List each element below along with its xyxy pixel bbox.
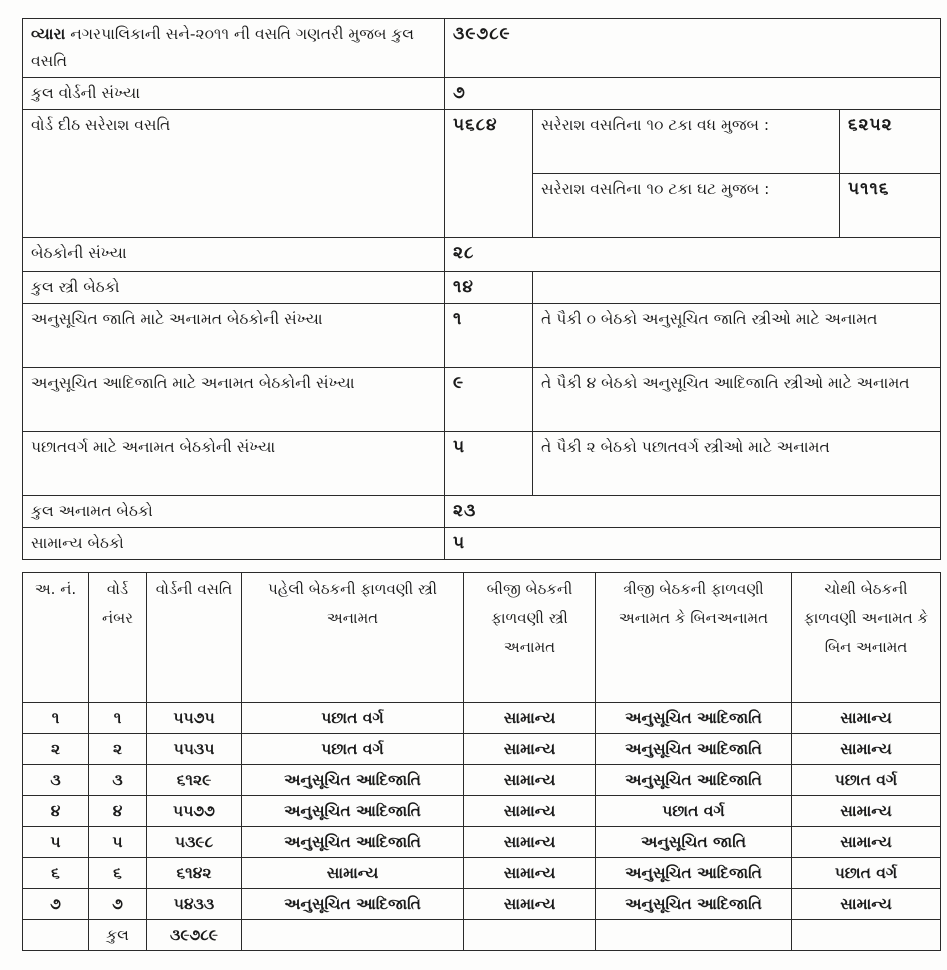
serial-cell: ૪ — [23, 796, 89, 827]
total-empty-cell — [464, 920, 596, 951]
first-seat-cell: સામાન્ય — [242, 858, 464, 889]
fourth-seat-cell: પછાત વર્ગ — [792, 858, 941, 889]
header-second-seat: બીજી બેઠકની ફાળવણી સ્ત્રી અનામત — [464, 573, 596, 703]
general-label: સામાન્ય બેઠકો — [23, 528, 445, 560]
population-cell: ૫૫૩૫ — [147, 734, 242, 765]
third-seat-cell: અનુસૂચિત આદિજાતિ — [596, 703, 792, 734]
ward-table-header — [23, 573, 941, 703]
third-seat-cell: અનુસૂચિત આદિજાતિ — [596, 858, 792, 889]
table-row — [23, 827, 941, 858]
header-ward-number: વોર્ડ નંબર — [89, 573, 147, 703]
sc-label: અનુસૂચિત જાતિ માટે અનામત બેઠકોની સંખ્યા — [23, 304, 445, 368]
summary-row-women-seats — [23, 272, 941, 304]
ward-number-cell: ૭ — [89, 889, 147, 920]
women-seats-value: ૧૪ — [445, 272, 533, 304]
ward-number-cell: ૫ — [89, 827, 147, 858]
sc-note: તે પૈકી ૦ બેઠકો અનુસૂચિત જાતિ સ્ત્રીઓ માટે અનામત — [533, 304, 941, 368]
serial-cell: ૧ — [23, 703, 89, 734]
ward-number-cell: ૩ — [89, 765, 147, 796]
second-seat-cell: સામાન્ય — [464, 734, 596, 765]
obc-note: તે પૈકી ૨ બેઠકો પછાતવર્ગ સ્ત્રીઓ માટે અનામત — [533, 432, 941, 496]
third-seat-cell: અનુસૂચિત આદિજાતિ — [596, 889, 792, 920]
seats-value: ૨૮ — [445, 238, 941, 272]
header-first-seat: પહેલી બેઠકની ફાળવણી સ્ત્રી અનામત — [242, 573, 464, 703]
ward-allocation-table — [22, 572, 941, 951]
st-note: તે પૈકી ૪ બેઠકો અનુસૂચિત આદિજાતિ સ્ત્રીઓ માટે અનામત — [533, 368, 941, 432]
total-empty-cell — [23, 920, 89, 951]
second-seat-cell: સામાન્ય — [464, 796, 596, 827]
second-seat-cell: સામાન્ય — [464, 703, 596, 734]
table-row — [23, 889, 941, 920]
wards-label: કુલ વોર્ડની સંખ્યા — [23, 78, 445, 110]
header-serial: અ. નં. — [23, 573, 89, 703]
ward-number-cell: ૪ — [89, 796, 147, 827]
header-third-seat: ત્રીજી બેઠકની ફાળવણી અનામત કે બિનઅનામત — [596, 573, 792, 703]
summary-row-average — [23, 110, 941, 174]
third-seat-cell: અનુસૂચિત જાતિ — [596, 827, 792, 858]
serial-cell: ૭ — [23, 889, 89, 920]
total-empty-cell — [242, 920, 464, 951]
obc-label: પછાતવર્ગ માટે અનામત બેઠકોની સંખ્યા — [23, 432, 445, 496]
header-ward-population: વોર્ડની વસતિ — [147, 573, 242, 703]
table-row — [23, 765, 941, 796]
population-cell: ૫૫૭૭ — [147, 796, 242, 827]
summary-row-seats — [23, 238, 941, 272]
third-seat-cell: અનુસૂચિત આદિજાતિ — [596, 734, 792, 765]
first-seat-cell: અનુસૂચિત આદિજાતિ — [242, 889, 464, 920]
third-seat-cell: અનુસૂચિત આદિજાતિ — [596, 765, 792, 796]
fourth-seat-cell: પછાત વર્ગ — [792, 765, 941, 796]
general-value: ૫ — [445, 528, 941, 560]
total-row — [23, 920, 941, 951]
population-cell: ૫૩૯૮ — [147, 827, 242, 858]
population-value: ૩૯૭૮૯ — [445, 19, 941, 78]
serial-cell: ૩ — [23, 765, 89, 796]
ward-number-cell: ૨ — [89, 734, 147, 765]
average-minus-value: ૫૧૧૬ — [840, 174, 941, 238]
summary-row-general — [23, 528, 941, 560]
total-value: ૩૯૭૮૯ — [147, 920, 242, 951]
women-seats-label: કુલ સ્ત્રી બેઠકો — [23, 272, 445, 304]
population-cell: ૬૧૨૯ — [147, 765, 242, 796]
summary-row-st — [23, 368, 941, 432]
fourth-seat-cell: સામાન્ય — [792, 734, 941, 765]
serial-cell: ૨ — [23, 734, 89, 765]
first-seat-cell: અનુસૂચિત આદિજાતિ — [242, 765, 464, 796]
table-row — [23, 858, 941, 889]
second-seat-cell: સામાન્ય — [464, 889, 596, 920]
table-row — [23, 796, 941, 827]
fourth-seat-cell: સામાન્ય — [792, 827, 941, 858]
average-value: ૫૬૮૪ — [445, 110, 533, 238]
second-seat-cell: સામાન્ય — [464, 765, 596, 796]
ward-number-cell: ૧ — [89, 703, 147, 734]
st-label: અનુસૂચિત આદિજાતિ માટે અનામત બેઠકોની સંખ્યા — [23, 368, 445, 432]
summary-row-wards — [23, 78, 941, 110]
average-minus-label: સરેરાશ વસતિના ૧૦ ટકા ઘટ મુજબ : — [533, 174, 840, 238]
sc-value: ૧ — [445, 304, 533, 368]
second-seat-cell: સામાન્ય — [464, 827, 596, 858]
table-row — [23, 703, 941, 734]
population-label: વ્યારા નગરપાલિકાની સને-૨૦૧૧ ની વસતિ ગણતરી મુજબ કુલ વસતિ — [23, 19, 445, 78]
reserved-label: કુલ અનામત બેઠકો — [23, 496, 445, 528]
women-seats-note — [533, 272, 941, 304]
summary-table — [22, 18, 941, 560]
fourth-seat-cell: સામાન્ય — [792, 889, 941, 920]
fourth-seat-cell: સામાન્ય — [792, 703, 941, 734]
header-fourth-seat: ચોથી બેઠકની ફાળવણી અનામત કે બિન અનામત — [792, 573, 941, 703]
obc-value: ૫ — [445, 432, 533, 496]
reserved-value: ૨૩ — [445, 496, 941, 528]
population-cell: ૫૫૭૫ — [147, 703, 242, 734]
population-cell: ૬૧૪૨ — [147, 858, 242, 889]
st-value: ૯ — [445, 368, 533, 432]
table-row — [23, 734, 941, 765]
second-seat-cell: સામાન્ય — [464, 858, 596, 889]
total-empty-cell — [792, 920, 941, 951]
average-label: વોર્ડ દીઠ સરેરાશ વસતિ — [23, 110, 445, 238]
population-cell: ૫૪૩૩ — [147, 889, 242, 920]
total-label: કુલ — [89, 920, 147, 951]
summary-row-obc — [23, 432, 941, 496]
first-seat-cell: અનુસૂચિત આદિજાતિ — [242, 827, 464, 858]
serial-cell: ૬ — [23, 858, 89, 889]
ward-number-cell: ૬ — [89, 858, 147, 889]
average-plus-label: સરેરાશ વસતિના ૧૦ ટકા વધ મુજબ : — [533, 110, 840, 174]
third-seat-cell: પછાત વર્ગ — [596, 796, 792, 827]
total-empty-cell — [596, 920, 792, 951]
first-seat-cell: પછાત વર્ગ — [242, 703, 464, 734]
fourth-seat-cell: સામાન્ય — [792, 796, 941, 827]
summary-row-reserved — [23, 496, 941, 528]
average-plus-value: ૬૨૫૨ — [840, 110, 941, 174]
first-seat-cell: અનુસૂચિત આદિજાતિ — [242, 796, 464, 827]
serial-cell: ૫ — [23, 827, 89, 858]
seats-label: બેઠકોની સંખ્યા — [23, 238, 445, 272]
summary-row-population — [23, 19, 941, 78]
summary-row-sc — [23, 304, 941, 368]
wards-value: ૭ — [445, 78, 941, 110]
first-seat-cell: પછાત વર્ગ — [242, 734, 464, 765]
